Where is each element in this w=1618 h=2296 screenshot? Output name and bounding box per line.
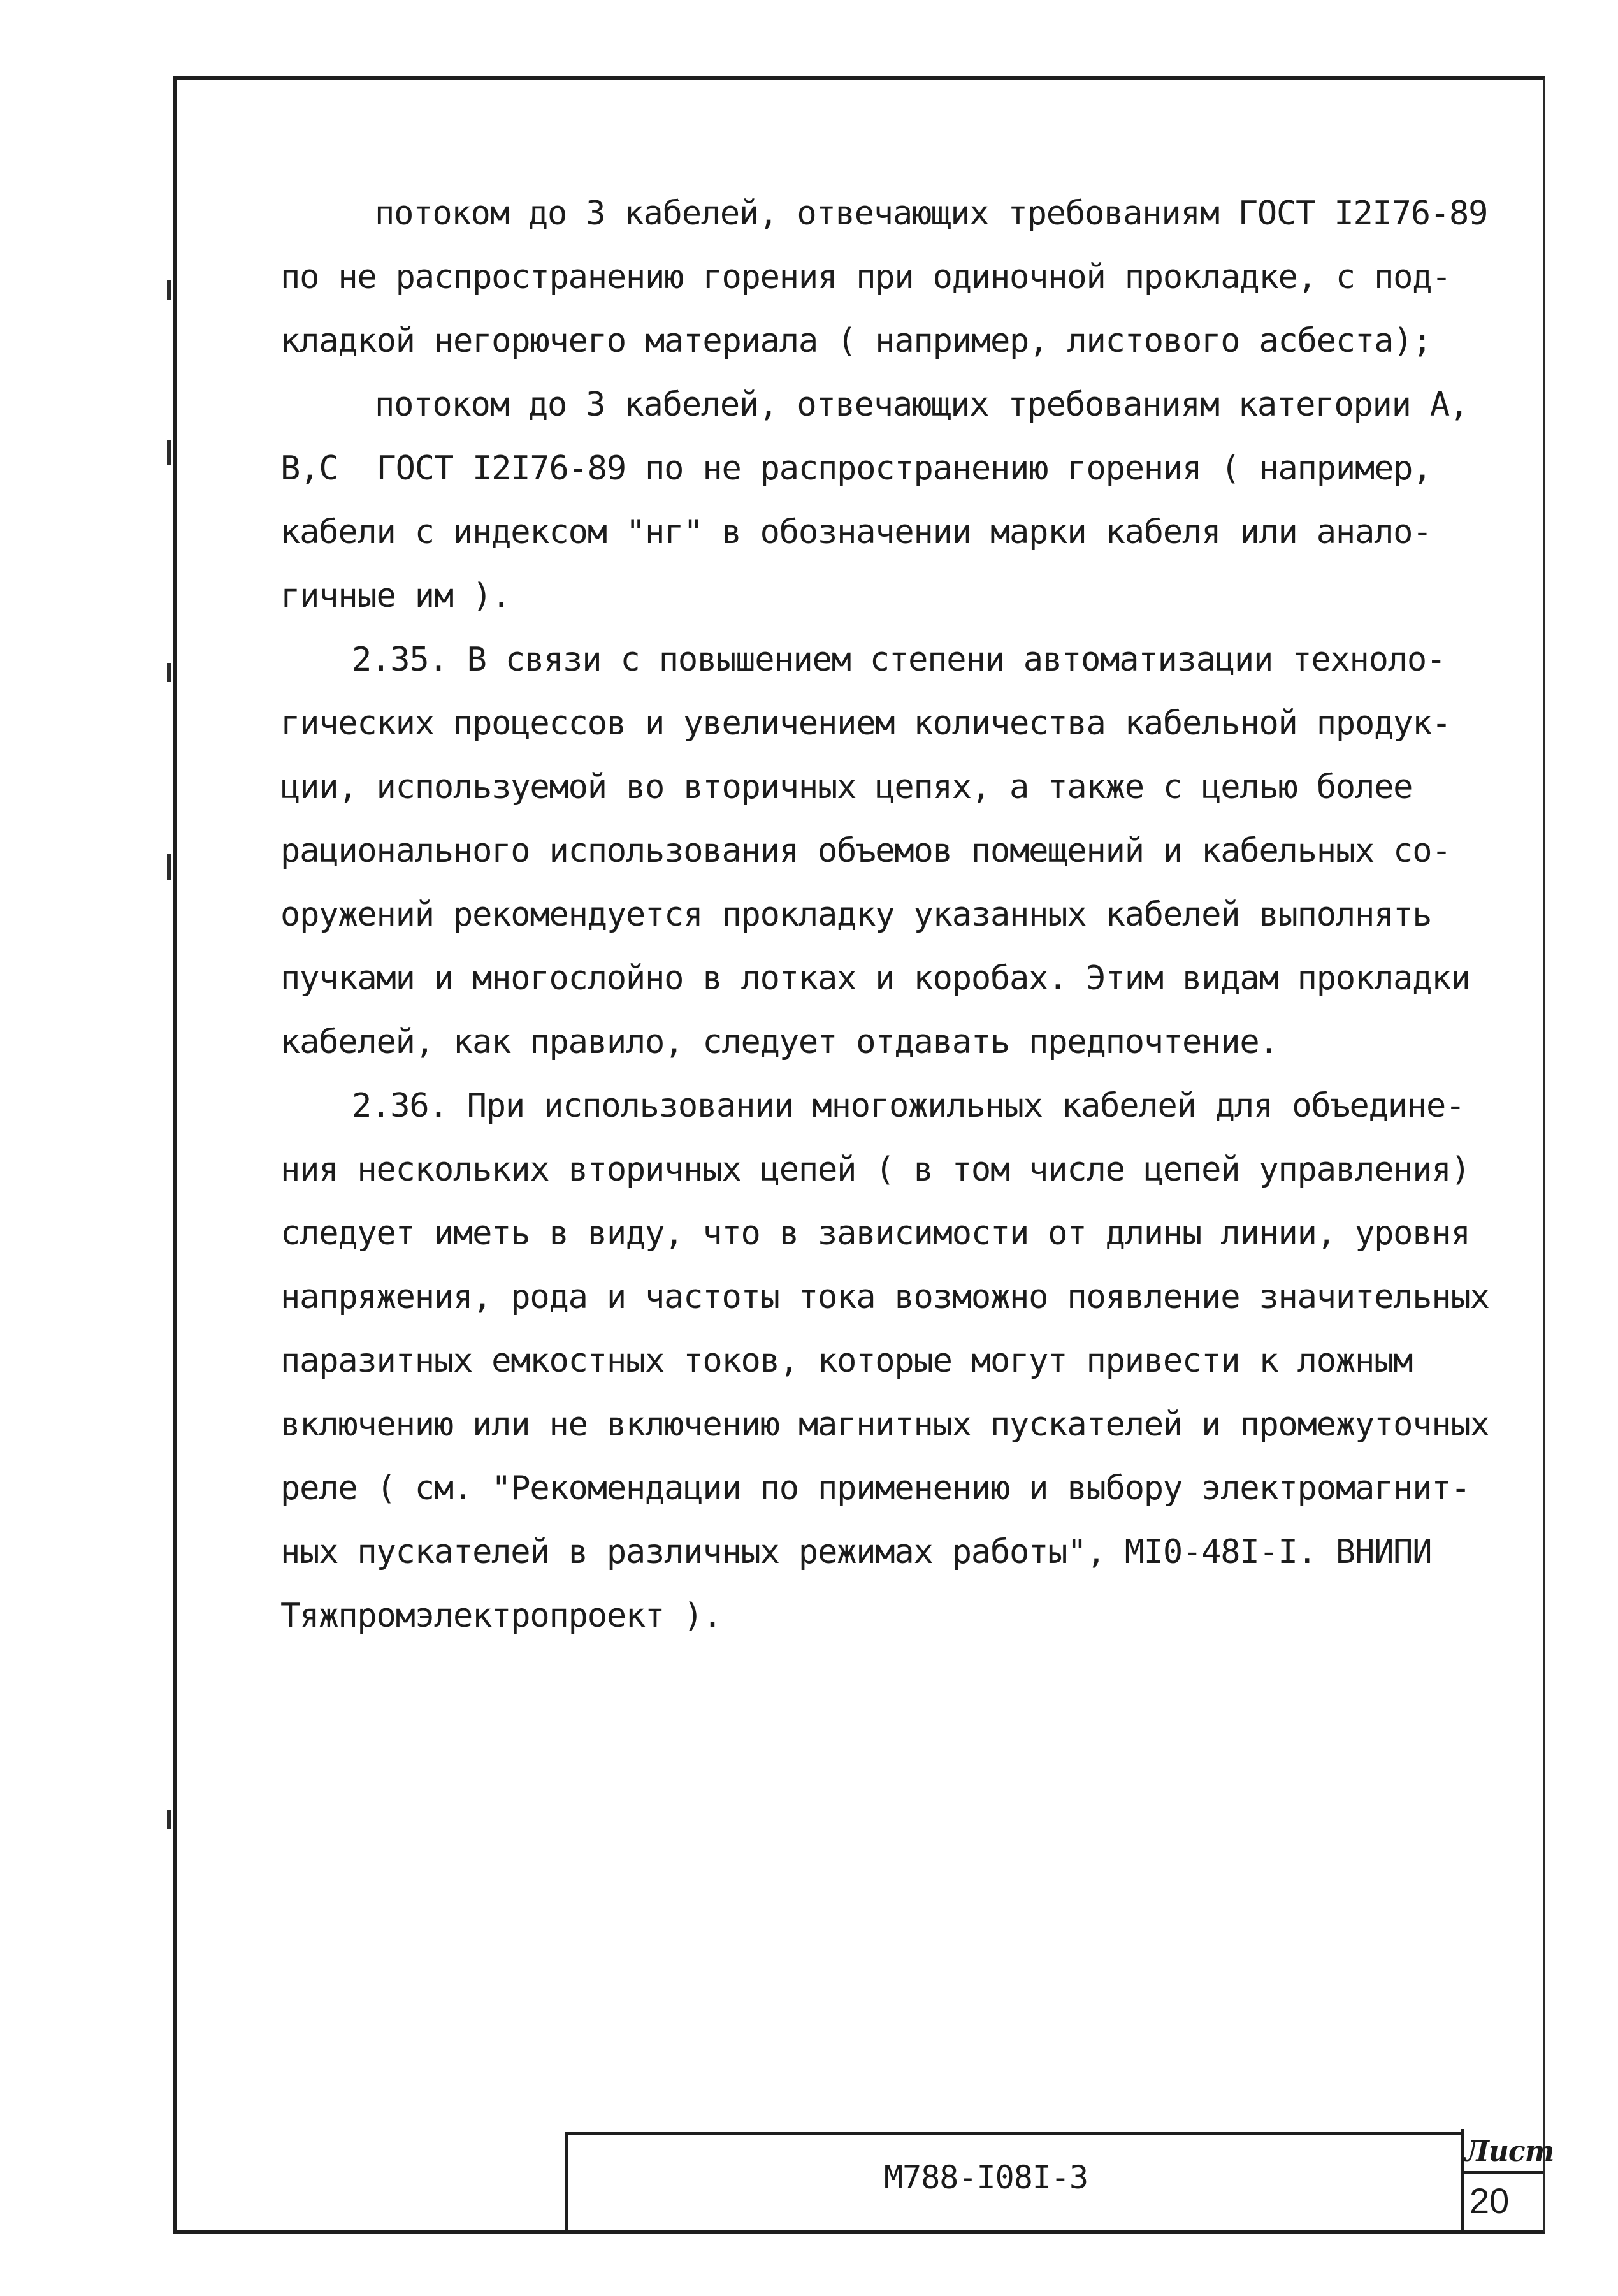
- text-line: напряжения, рода и частоты тока возможно появление значительных: [280, 1278, 1489, 1316]
- binding-mark: [167, 854, 171, 880]
- text-line: Тяжпромэлектропроект ).: [280, 1597, 722, 1635]
- text-line: оружений рекомендуется прокладку указанных кабелей выполнять: [280, 896, 1432, 934]
- text-line: пучками и многослойно в лотках и коробах. Этим видам прокладки: [280, 959, 1470, 998]
- text-line: по не распространению горения при одиночной прокладке, с под-: [280, 258, 1451, 296]
- text-line: гических процессов и увеличением количества кабельной продук-: [280, 704, 1451, 743]
- text-line: включению или не включению магнитных пускателей и промежуточных: [280, 1406, 1489, 1444]
- paragraph-2-36-start: 2.36. При использовании многожильных кабелей для объедине-: [352, 1087, 1465, 1125]
- text-line: потоком до 3 кабелей, отвечающих требованиям категории А,: [375, 386, 1469, 424]
- text-line: В,С ГОСТ I2I76-89 по не распространению горения ( например,: [280, 449, 1432, 488]
- binding-mark: [167, 663, 171, 682]
- text-line: паразитных емкостных токов, которые могут привести к ложным: [280, 1342, 1413, 1380]
- text-line: гичные им ).: [280, 577, 511, 615]
- sheet-number: 20: [1470, 2181, 1510, 2221]
- document-body: [280, 182, 1542, 1648]
- text-line: следует иметь в виду, что в зависимости от длины линии, уровня: [280, 1214, 1470, 1253]
- binding-mark: [167, 280, 171, 300]
- text-line: кабели с индексом "нг" в обозначении марки кабеля или анало-: [280, 513, 1432, 551]
- text-line: кабелей, как правило, следует отдавать предпочтение.: [280, 1023, 1278, 1061]
- binding-mark: [167, 1810, 171, 1829]
- text-line: кладкой негорючего материала ( например, листового асбеста);: [280, 322, 1432, 360]
- text-line: потоком до 3 кабелей, отвечающих требованиям ГОСТ I2I76-89: [375, 194, 1488, 233]
- text-line: рационального использования объемов помещений и кабельных со-: [280, 832, 1451, 870]
- sheet-label: Лист: [1464, 2133, 1543, 2174]
- binding-mark: [167, 440, 171, 465]
- text-line: ных пускателей в различных режимах работы", МI0-48I-I. ВНИПИ: [280, 1533, 1432, 1571]
- text-line: ния нескольких вторичных цепей ( в том числе цепей управления): [280, 1151, 1470, 1189]
- document-code: М788-I08I-3: [884, 2159, 1088, 2196]
- text-line: ции, используемой во вторичных цепях, а также с целью более: [280, 768, 1413, 806]
- text-line: реле ( см. "Рекомендации по применению и выбору электромагнит-: [280, 1469, 1470, 1508]
- paragraph-2-35-start: 2.35. В связи с повышением степени автоматизации техноло-: [352, 641, 1446, 679]
